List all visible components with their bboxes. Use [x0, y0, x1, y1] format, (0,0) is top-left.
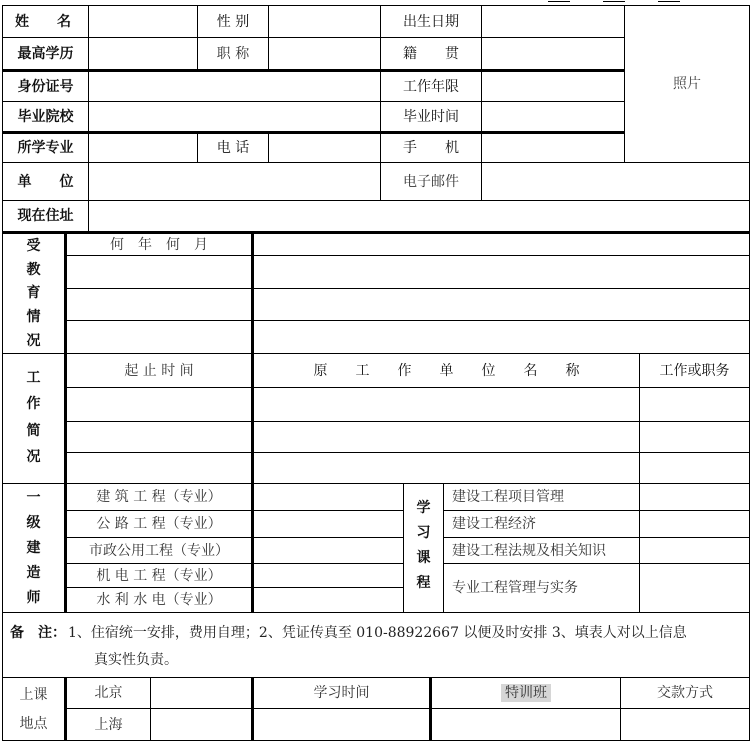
id-number-label: 身份证号	[17, 78, 74, 95]
education-row-1-date[interactable]	[67, 256, 251, 288]
email-label: 电子邮件	[403, 173, 459, 190]
school-label: 毕业院校	[17, 108, 74, 125]
email-field[interactable]	[482, 163, 749, 200]
title-label: 职 称	[216, 45, 250, 62]
city-beijing: 北京	[94, 685, 123, 701]
section-char: 育	[26, 285, 41, 302]
work-years-label: 工作年限	[403, 78, 459, 95]
note-line-2	[10, 647, 745, 674]
class-type-field[interactable]	[432, 709, 620, 740]
courses-section-label	[404, 495, 443, 595]
work-section-label	[3, 365, 64, 470]
section-char: 级	[26, 515, 41, 532]
native-place-field[interactable]	[482, 38, 624, 69]
graduation-time-label: 毕业时间	[403, 108, 459, 125]
major-option-2: 公 路 工 程（专业）	[96, 516, 222, 532]
top-mark-3	[658, 1, 680, 2]
section-char: 教	[26, 261, 41, 278]
birth-date-field[interactable]	[482, 6, 624, 37]
work-unit-header: 原 工 作 单 位 名 称	[313, 362, 580, 379]
frame-right	[749, 5, 750, 741]
section-char: 一	[26, 490, 41, 507]
work-row-1-unit[interactable]	[254, 388, 639, 421]
note-text-2: 真实性负责。	[94, 652, 178, 668]
major-select-4[interactable]	[254, 564, 403, 587]
major-option-4: 机 电 工 程（专业）	[96, 567, 222, 584]
course-select-4[interactable]	[640, 564, 749, 612]
beijing-select[interactable]	[151, 678, 251, 708]
mobile-label: 手 机	[403, 140, 459, 156]
work-position-header: 工作或职务	[659, 362, 730, 379]
section-char: 工	[26, 370, 41, 387]
major-label: 所学专业	[17, 140, 74, 156]
work-row-2-position[interactable]	[640, 422, 749, 452]
note-line-1	[10, 620, 745, 647]
education-row-2-date[interactable]	[67, 289, 251, 320]
education-detail-header[interactable]	[254, 234, 749, 255]
education-section-label	[3, 234, 64, 353]
work-time-header: 起 止 时 间	[124, 362, 194, 379]
study-time-label: 学习时间	[313, 685, 370, 701]
note-block	[10, 620, 745, 674]
major-select-3[interactable]	[254, 538, 403, 563]
address-field[interactable]	[89, 201, 749, 231]
section-char: 建	[26, 539, 41, 556]
work-row-3-unit[interactable]	[254, 453, 639, 483]
work-years-field[interactable]	[482, 72, 624, 101]
section-char: 受	[26, 237, 41, 254]
section-char: 造	[26, 564, 41, 581]
section-char: 简	[26, 422, 41, 439]
course-4: 专业工程管理与实务	[452, 580, 578, 596]
major-field[interactable]	[89, 134, 197, 162]
education-date-header: 何 年 何 月	[110, 236, 208, 253]
section-char: 课	[416, 549, 431, 566]
city-shanghai: 上海	[94, 716, 123, 733]
location-label	[3, 680, 64, 738]
work-row-1-time[interactable]	[67, 388, 251, 421]
name-field[interactable]	[89, 6, 197, 37]
education-level-label: 最高学历	[17, 45, 74, 62]
location-label-line-1: 上课	[19, 686, 48, 703]
unit-label: 单 位	[17, 173, 74, 190]
phone-label: 电 话	[216, 140, 250, 156]
major-select-2[interactable]	[254, 511, 403, 537]
frame-bottom	[2, 740, 750, 741]
work-row-1-position[interactable]	[640, 388, 749, 421]
course-select-3[interactable]	[640, 538, 749, 563]
section-char: 情	[26, 309, 41, 326]
education-row-1-detail[interactable]	[254, 256, 749, 288]
course-2: 建设工程经济	[452, 516, 536, 532]
constructor-section-label	[3, 486, 64, 610]
major-option-1: 建 筑 工 程（专业）	[96, 489, 222, 505]
education-row-3-date[interactable]	[67, 321, 251, 353]
payment-method-label: 交款方式	[657, 685, 713, 701]
graduation-time-field[interactable]	[482, 102, 624, 131]
section-char: 作	[26, 396, 41, 413]
payment-method-field[interactable]	[621, 709, 749, 740]
birth-date-label: 出生日期	[403, 13, 459, 30]
gender-field[interactable]	[269, 6, 380, 37]
work-row-3-time[interactable]	[67, 453, 251, 483]
address-label: 现在住址	[17, 208, 74, 224]
education-row-3-detail[interactable]	[254, 321, 749, 353]
native-place-label: 籍 贯	[403, 45, 459, 62]
location-label-line-2: 地点	[19, 715, 48, 732]
id-number-field[interactable]	[89, 72, 380, 101]
major-option-5: 水 利 水 电（专业）	[96, 592, 222, 608]
row-line	[2, 612, 750, 613]
section-char: 程	[416, 574, 431, 591]
section-char: 师	[26, 589, 41, 606]
work-row-2-time[interactable]	[67, 422, 251, 452]
class-type-text: 特训班	[501, 684, 551, 702]
education-row-2-detail[interactable]	[254, 289, 749, 320]
major-select-1[interactable]	[254, 484, 403, 510]
note-text-1: 1、住宿统一安排，费用自理；2、凭证传真至 010-88922667 以便及时安排 3、填表人对以上信息	[68, 625, 687, 641]
class-type-label	[432, 678, 620, 708]
work-row-2-unit[interactable]	[254, 422, 639, 452]
mobile-field[interactable]	[482, 134, 624, 162]
gender-label: 性 别	[216, 13, 250, 30]
title-field[interactable]	[269, 38, 380, 69]
photo-area[interactable]: 照片	[673, 76, 701, 92]
education-level-field[interactable]	[89, 38, 197, 69]
major-select-5[interactable]	[254, 588, 403, 612]
course-3: 建设工程法规及相关知识	[452, 542, 606, 559]
section-char: 况	[26, 448, 41, 465]
note-label: 备 注：	[10, 625, 66, 641]
section-char: 学	[416, 499, 431, 516]
unit-field[interactable]	[89, 163, 380, 200]
shanghai-select[interactable]	[151, 709, 251, 740]
course-select-2[interactable]	[640, 511, 749, 537]
major-option-3: 市政公用工程（专业）	[89, 542, 229, 559]
top-mark-1	[548, 1, 570, 2]
school-field[interactable]	[89, 102, 380, 131]
course-select-1[interactable]	[640, 484, 749, 510]
phone-field[interactable]	[269, 134, 380, 162]
section-char: 习	[416, 524, 431, 541]
section-char: 况	[26, 333, 41, 350]
work-row-3-position[interactable]	[640, 453, 749, 483]
course-1: 建设工程项目管理	[452, 489, 564, 505]
top-mark-2	[603, 1, 625, 2]
study-time-field[interactable]	[254, 709, 429, 740]
name-label: 姓 名	[15, 13, 71, 30]
